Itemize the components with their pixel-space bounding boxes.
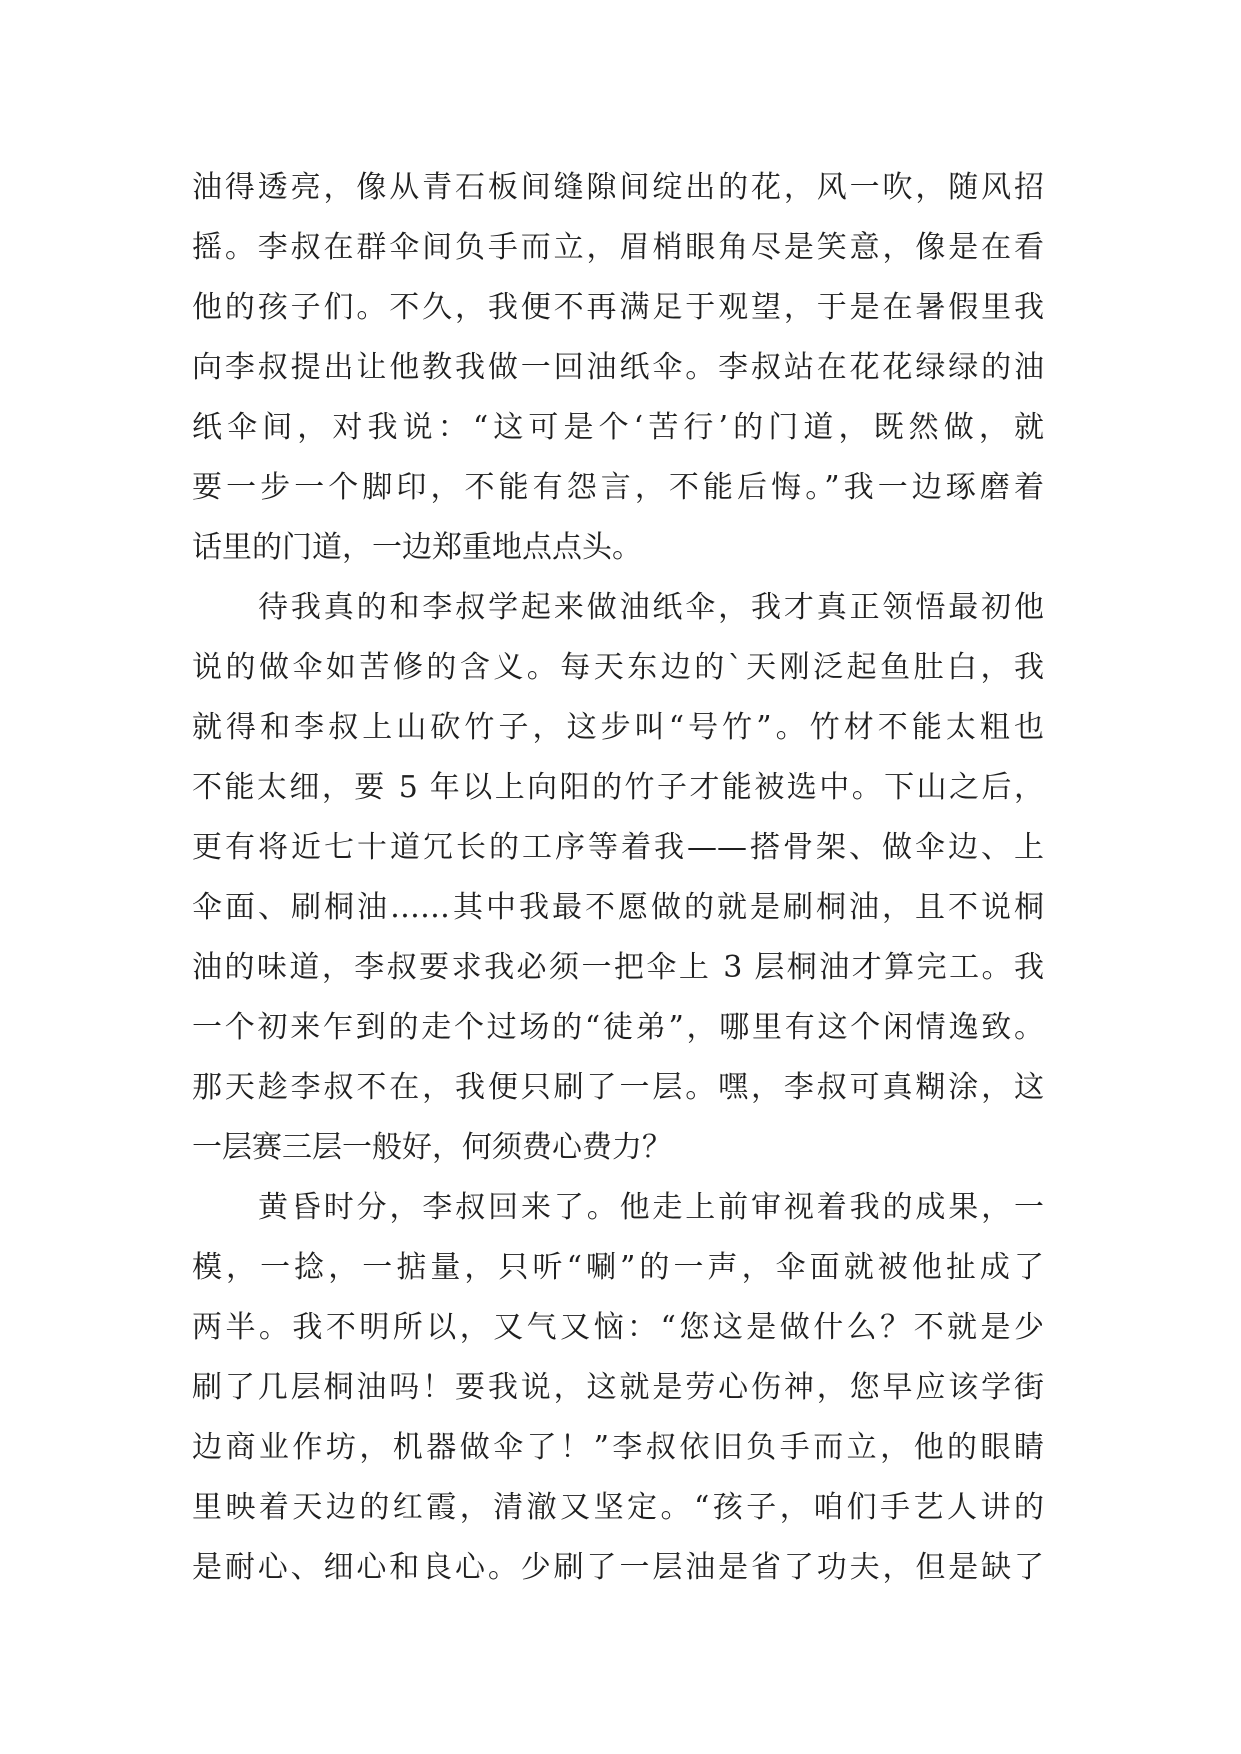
- text-line: 纸伞间，对我说：“这可是个‘苦行’的门道，既然做，就: [192, 410, 1044, 445]
- text-line: 伞面、刷桐油……其中我最不愿做的就是刷桐油，且不说桐: [192, 890, 1044, 925]
- text-line: 说的做伞如苦修的含义。每天东边的`天刚泛起鱼肚白，我: [192, 650, 1044, 685]
- document-body: [192, 158, 1092, 1598]
- text-line: 话里的门道，一边郑重地点点头。: [192, 530, 642, 565]
- paragraph-2: [192, 578, 1092, 1178]
- text-line: 油得透亮，像从青石板间缝隙间绽出的花，风一吹，随风招: [192, 170, 1044, 205]
- text-line: 就得和李叔上山砍竹子，这步叫“号竹”。竹材不能太粗也: [192, 710, 1044, 745]
- text-line: 摇。李叔在群伞间负手而立，眉梢眼角尽是笑意，像是在看: [192, 230, 1044, 265]
- text-line: 刷了几层桐油吗！要我说，这就是劳心伤神，您早应该学街: [192, 1370, 1044, 1405]
- text-line: 模，一捻，一掂量，只听“唰”的一声，伞面就被他扯成了: [192, 1250, 1044, 1285]
- text-line: 两半。我不明所以，又气又恼：“您这是做什么？不就是少: [192, 1310, 1044, 1345]
- text-line: 油的味道，李叔要求我必须一把伞上 3 层桐油才算完工。我: [192, 950, 1044, 985]
- text-line: 要一步一个脚印，不能有怨言，不能后悔。”我一边琢磨着: [192, 470, 1044, 505]
- text-line: 更有将近七十道冗长的工序等着我——搭骨架、做伞边、上: [192, 830, 1044, 865]
- text-line: 不能太细，要 5 年以上向阳的竹子才能被选中。下山之后，: [192, 770, 1044, 805]
- text-line: 待我真的和李叔学起来做油纸伞，我才真正领悟最初他: [258, 590, 1044, 625]
- text-line: 边商业作坊，机器做伞了！”李叔依旧负手而立，他的眼睛: [192, 1430, 1044, 1465]
- paragraph-1: [192, 158, 1092, 578]
- text-line: 黄昏时分，李叔回来了。他走上前审视着我的成果，一: [258, 1190, 1044, 1225]
- text-line: 一层赛三层一般好，何须费心费力？: [192, 1130, 672, 1165]
- text-line: 那天趁李叔不在，我便只刷了一层。嘿，李叔可真糊涂，这: [192, 1070, 1044, 1105]
- text-line: 他的孩子们。不久，我便不再满足于观望，于是在暑假里我: [192, 290, 1044, 325]
- text-line: 里映着天边的红霞，清澈又坚定。“孩子，咱们手艺人讲的: [192, 1490, 1044, 1525]
- text-line: 一个初来乍到的走个过场的“徒弟”，哪里有这个闲情逸致。: [192, 1010, 1044, 1045]
- paragraph-3: [192, 1178, 1092, 1598]
- text-line: 是耐心、细心和良心。少刷了一层油是省了功夫，但是缺了: [192, 1550, 1044, 1585]
- text-line: 向李叔提出让他教我做一回油纸伞。李叔站在花花绿绿的油: [192, 350, 1044, 385]
